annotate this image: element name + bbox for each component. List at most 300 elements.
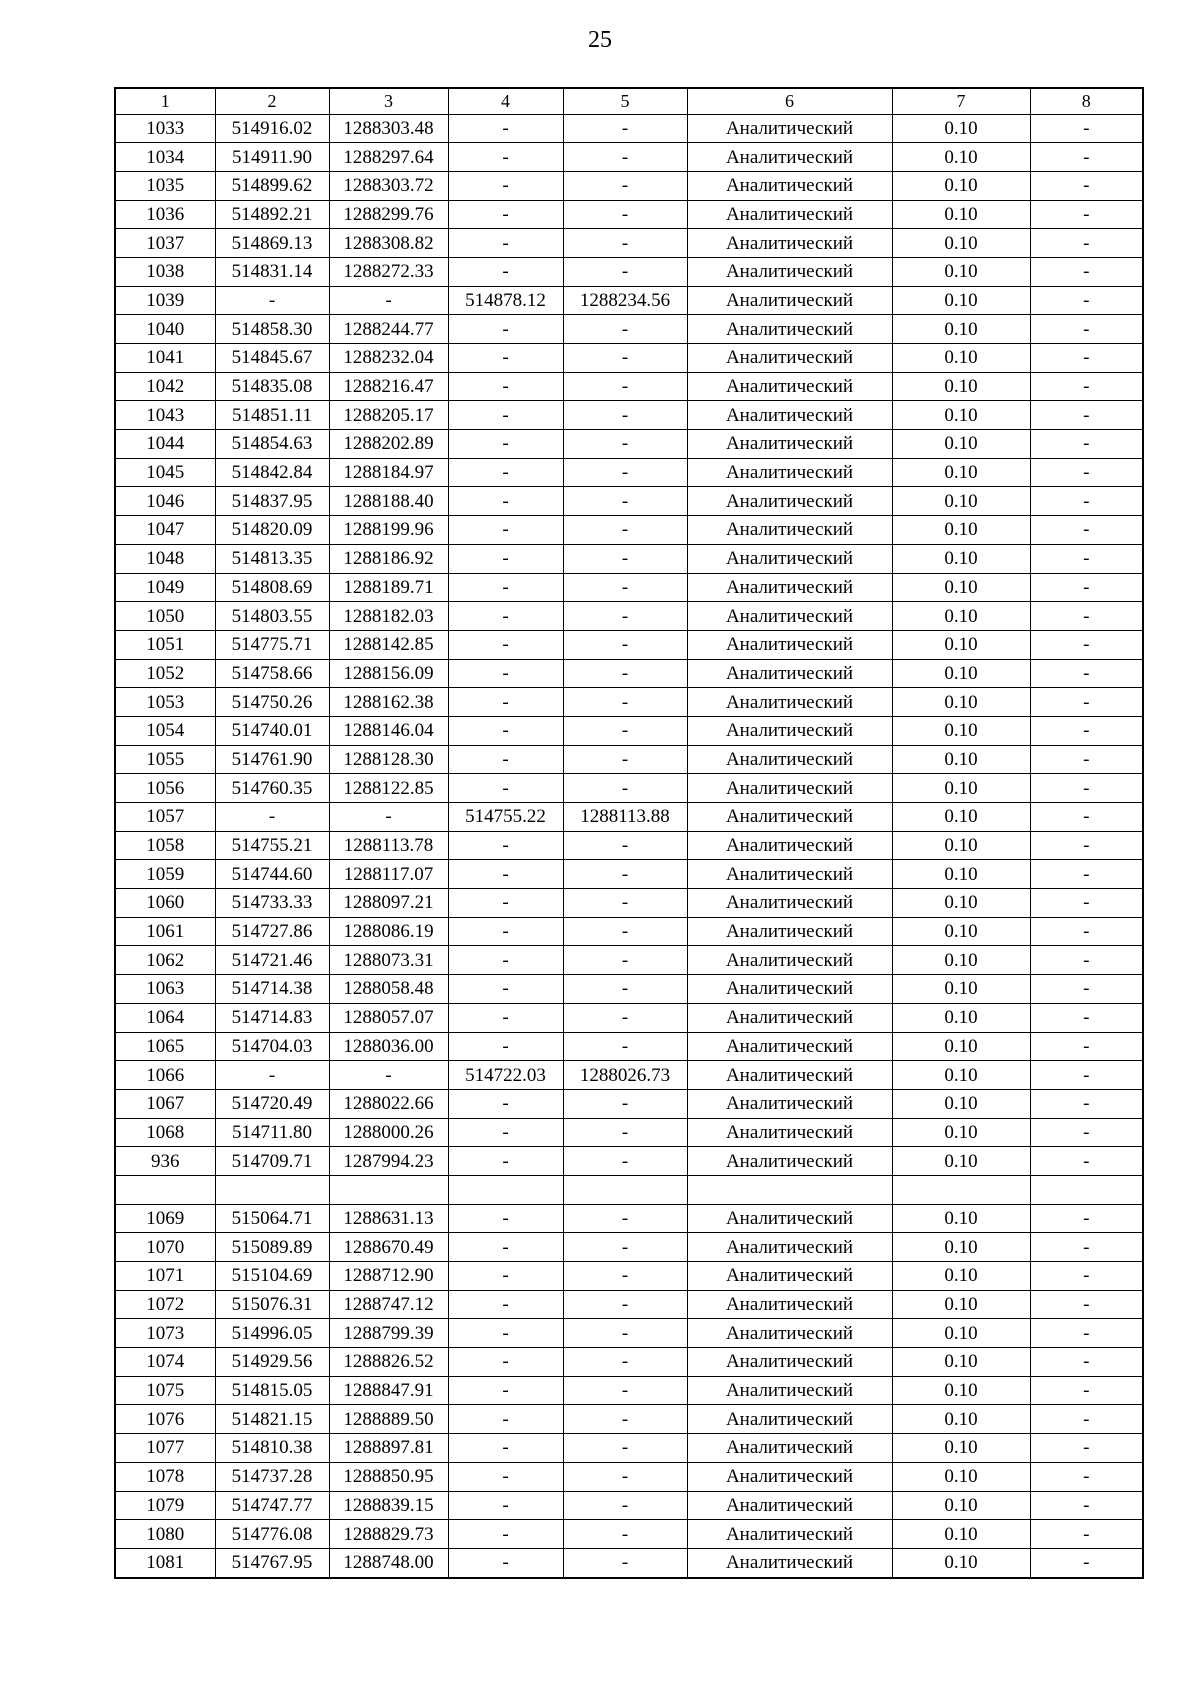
column-header: 7 [892, 88, 1030, 114]
table-cell: - [1030, 458, 1143, 487]
table-cell: - [563, 257, 687, 286]
table-cell: Аналитический [687, 315, 892, 344]
table-cell: - [563, 688, 687, 717]
table-row [115, 430, 1143, 459]
table-cell: 1288272.33 [329, 257, 448, 286]
table-row [115, 659, 1143, 688]
table-row [115, 1348, 1143, 1377]
table-row [115, 1434, 1143, 1463]
table-row [115, 344, 1143, 373]
table-cell: 514709.71 [215, 1147, 329, 1176]
table-cell: 0.10 [892, 315, 1030, 344]
table-row [115, 1262, 1143, 1291]
table-cell: - [448, 630, 563, 659]
table-cell: 0.10 [892, 1548, 1030, 1577]
table-row [115, 1003, 1143, 1032]
table-cell: 1288826.52 [329, 1348, 448, 1377]
table-cell: 1288889.50 [329, 1405, 448, 1434]
table-cell: - [1030, 1520, 1143, 1549]
table-cell: 1066 [115, 1061, 215, 1090]
table-cell: 1288244.77 [329, 315, 448, 344]
table-cell: 1288829.73 [329, 1520, 448, 1549]
table-cell: 0.10 [892, 114, 1030, 143]
table-cell: Аналитический [687, 1491, 892, 1520]
table-cell: - [1030, 430, 1143, 459]
table-cell: 514714.83 [215, 1003, 329, 1032]
table-cell: - [1030, 917, 1143, 946]
table-cell: - [1030, 544, 1143, 573]
table-cell: 1070 [115, 1233, 215, 1262]
table-cell: Аналитический [687, 1520, 892, 1549]
table-cell: - [1030, 1290, 1143, 1319]
table-cell: 514755.21 [215, 831, 329, 860]
table-body [115, 114, 1143, 1578]
table-cell: 1038 [115, 257, 215, 286]
table-cell: Аналитический [687, 1348, 892, 1377]
table-cell: - [563, 946, 687, 975]
column-header: 3 [329, 88, 448, 114]
table-cell: 1042 [115, 372, 215, 401]
table-cell: Аналитический [687, 143, 892, 172]
table-cell: - [1030, 1118, 1143, 1147]
table-row [115, 831, 1143, 860]
table-cell: - [563, 1348, 687, 1377]
table-cell: - [1030, 372, 1143, 401]
table-cell: 1044 [115, 430, 215, 459]
table-row [115, 1147, 1143, 1176]
table-cell: 514808.69 [215, 573, 329, 602]
table-row [115, 1233, 1143, 1262]
table-cell: - [1030, 114, 1143, 143]
table-cell: 1288847.91 [329, 1376, 448, 1405]
table-cell [687, 1175, 892, 1204]
table-cell: Аналитический [687, 1434, 892, 1463]
table-cell: 0.10 [892, 1233, 1030, 1262]
column-header: 8 [1030, 88, 1143, 114]
table-cell: - [563, 1204, 687, 1233]
table-cell: 0.10 [892, 1147, 1030, 1176]
table-cell: - [1030, 573, 1143, 602]
table-cell: 514803.55 [215, 602, 329, 631]
table-cell: 515104.69 [215, 1262, 329, 1291]
table-cell: 1034 [115, 143, 215, 172]
table-cell: - [563, 487, 687, 516]
table-cell: Аналитический [687, 1204, 892, 1233]
table-cell: - [1030, 1032, 1143, 1061]
table-cell: 0.10 [892, 602, 1030, 631]
table-cell: - [563, 716, 687, 745]
table-cell: - [563, 344, 687, 373]
table-cell: - [1030, 1548, 1143, 1577]
table-cell: 1054 [115, 716, 215, 745]
table-cell: 0.10 [892, 1491, 1030, 1520]
table-row [115, 1520, 1143, 1549]
table-cell: - [329, 286, 448, 315]
table-row [115, 401, 1143, 430]
table-cell: 0.10 [892, 1520, 1030, 1549]
column-header: 6 [687, 88, 892, 114]
table-cell: 1061 [115, 917, 215, 946]
table-cell: - [215, 803, 329, 832]
table-cell: - [1030, 315, 1143, 344]
table-cell: 0.10 [892, 1061, 1030, 1090]
table-cell: 1060 [115, 889, 215, 918]
column-header: 1 [115, 88, 215, 114]
table-cell: 0.10 [892, 975, 1030, 1004]
table-cell: Аналитический [687, 516, 892, 545]
table-cell: - [1030, 344, 1143, 373]
table-cell: 1055 [115, 745, 215, 774]
table-cell: - [1030, 1003, 1143, 1032]
table-cell: - [448, 745, 563, 774]
table-cell: - [448, 716, 563, 745]
table-cell: - [448, 1491, 563, 1520]
table-cell: - [448, 573, 563, 602]
table-cell: - [563, 1405, 687, 1434]
table-cell: 1047 [115, 516, 215, 545]
table-cell: 514858.30 [215, 315, 329, 344]
table-cell: 514878.12 [448, 286, 563, 315]
table-cell: 1288748.00 [329, 1548, 448, 1577]
table-cell: - [563, 171, 687, 200]
table-cell: 936 [115, 1147, 215, 1176]
table-cell: - [563, 831, 687, 860]
table-cell: 515089.89 [215, 1233, 329, 1262]
table-cell: - [448, 1204, 563, 1233]
table-cell: Аналитический [687, 1548, 892, 1577]
table-cell: 0.10 [892, 1434, 1030, 1463]
table-cell: 0.10 [892, 1118, 1030, 1147]
table-cell: 514758.66 [215, 659, 329, 688]
table-cell: 1288057.07 [329, 1003, 448, 1032]
table-cell: Аналитический [687, 1319, 892, 1348]
table-cell: - [448, 889, 563, 918]
table-cell: 514737.28 [215, 1462, 329, 1491]
table-cell: 1288182.03 [329, 602, 448, 631]
table-cell: Аналитический [687, 1061, 892, 1090]
table-cell: Аналитический [687, 1290, 892, 1319]
table-cell: 1288000.26 [329, 1118, 448, 1147]
table-cell: - [448, 774, 563, 803]
table-cell: - [448, 344, 563, 373]
table-cell: - [1030, 1376, 1143, 1405]
table-cell: 1288186.92 [329, 544, 448, 573]
table-cell: 1288184.97 [329, 458, 448, 487]
table-row [115, 803, 1143, 832]
table-cell: - [1030, 1319, 1143, 1348]
table-row [115, 688, 1143, 717]
table-cell: 1288216.47 [329, 372, 448, 401]
table-cell: 514845.67 [215, 344, 329, 373]
table-cell: 0.10 [892, 716, 1030, 745]
table-cell: - [448, 544, 563, 573]
table-cell: 514776.08 [215, 1520, 329, 1549]
table-row [115, 917, 1143, 946]
table-header-row [115, 88, 1143, 114]
table-cell: 0.10 [892, 1089, 1030, 1118]
table-cell: Аналитический [687, 745, 892, 774]
table-cell: 0.10 [892, 143, 1030, 172]
table-row [115, 1204, 1143, 1233]
table-cell: - [563, 315, 687, 344]
table-cell: Аналитический [687, 257, 892, 286]
table-cell: 514722.03 [448, 1061, 563, 1090]
table-cell: 1288189.71 [329, 573, 448, 602]
table-cell: 514916.02 [215, 114, 329, 143]
table-cell: 514854.63 [215, 430, 329, 459]
table-cell: 514733.33 [215, 889, 329, 918]
table-cell: 514721.46 [215, 946, 329, 975]
table-cell: - [563, 975, 687, 1004]
table-cell: - [563, 774, 687, 803]
table-cell: 0.10 [892, 372, 1030, 401]
table-cell: 1288297.64 [329, 143, 448, 172]
table-cell [215, 1175, 329, 1204]
table-cell: 1288162.38 [329, 688, 448, 717]
table-cell: 1288308.82 [329, 229, 448, 258]
table-cell: - [1030, 1491, 1143, 1520]
table-cell: - [448, 1348, 563, 1377]
table-cell: 0.10 [892, 573, 1030, 602]
table-cell: 1288117.07 [329, 860, 448, 889]
table-cell: - [563, 1290, 687, 1319]
table-cell: 1065 [115, 1032, 215, 1061]
table-cell: 1074 [115, 1348, 215, 1377]
table-cell [115, 1175, 215, 1204]
table-cell: Аналитический [687, 430, 892, 459]
table-cell: 1058 [115, 831, 215, 860]
table-cell: - [1030, 774, 1143, 803]
table-cell: 1071 [115, 1262, 215, 1291]
table-cell: Аналитический [687, 831, 892, 860]
table-cell: 1288799.39 [329, 1319, 448, 1348]
table-row [115, 372, 1143, 401]
table-cell: 1288142.85 [329, 630, 448, 659]
table-cell: 1288631.13 [329, 1204, 448, 1233]
table-cell: - [448, 487, 563, 516]
table-row [115, 1462, 1143, 1491]
table-cell: 0.10 [892, 946, 1030, 975]
table-cell: 0.10 [892, 1348, 1030, 1377]
table-cell [448, 1175, 563, 1204]
table-cell: 0.10 [892, 1262, 1030, 1291]
table-cell: - [1030, 716, 1143, 745]
table-cell [329, 1175, 448, 1204]
table-cell: - [563, 1147, 687, 1176]
table-cell: - [563, 1548, 687, 1577]
table-cell: Аналитический [687, 229, 892, 258]
table-cell: 514813.35 [215, 544, 329, 573]
table-cell: 0.10 [892, 171, 1030, 200]
table-row [115, 1032, 1143, 1061]
table-cell [892, 1175, 1030, 1204]
table-cell: 0.10 [892, 516, 1030, 545]
table-cell: - [563, 458, 687, 487]
table-cell: - [448, 1319, 563, 1348]
table-cell: Аналитический [687, 1003, 892, 1032]
table-cell: - [448, 458, 563, 487]
table-cell: 1078 [115, 1462, 215, 1491]
table-cell: - [1030, 630, 1143, 659]
table-row [115, 1290, 1143, 1319]
table-cell: - [448, 401, 563, 430]
table-cell: Аналитический [687, 1376, 892, 1405]
table-cell: Аналитический [687, 401, 892, 430]
table-row [115, 975, 1143, 1004]
table-cell: 1288712.90 [329, 1262, 448, 1291]
table-cell: - [563, 544, 687, 573]
table-row [115, 544, 1143, 573]
table-cell: 1056 [115, 774, 215, 803]
table-row [115, 716, 1143, 745]
table-cell: Аналитический [687, 889, 892, 918]
table-cell: 514869.13 [215, 229, 329, 258]
table-cell: 1050 [115, 602, 215, 631]
table-cell: 0.10 [892, 831, 1030, 860]
table-cell: - [563, 1376, 687, 1405]
table-cell: - [563, 200, 687, 229]
table-cell [563, 1175, 687, 1204]
table-cell: Аналитический [687, 716, 892, 745]
table-cell: 1043 [115, 401, 215, 430]
table-cell: 1288036.00 [329, 1032, 448, 1061]
table-cell: - [563, 745, 687, 774]
table-cell: Аналитический [687, 372, 892, 401]
table-cell: 0.10 [892, 630, 1030, 659]
table-cell: 1288113.88 [563, 803, 687, 832]
table-cell: 514720.49 [215, 1089, 329, 1118]
table-cell: - [563, 602, 687, 631]
table-cell: 0.10 [892, 257, 1030, 286]
table-cell: - [563, 1032, 687, 1061]
table-cell: Аналитический [687, 487, 892, 516]
table-row [115, 1118, 1143, 1147]
table-cell: - [563, 1520, 687, 1549]
table-cell: Аналитический [687, 1118, 892, 1147]
table-cell: - [1030, 946, 1143, 975]
table-cell: 1287994.23 [329, 1147, 448, 1176]
table-cell: 1288202.89 [329, 430, 448, 459]
table-row [115, 573, 1143, 602]
table-cell: Аналитический [687, 860, 892, 889]
table-cell: - [563, 917, 687, 946]
table-cell: - [448, 946, 563, 975]
table-cell: Аналитический [687, 774, 892, 803]
table-row [115, 745, 1143, 774]
table-row [115, 257, 1143, 286]
table-cell: 1063 [115, 975, 215, 1004]
table-cell: 1288299.76 [329, 200, 448, 229]
table-cell: 1067 [115, 1089, 215, 1118]
table-cell: - [1030, 1061, 1143, 1090]
table-cell: 514747.77 [215, 1491, 329, 1520]
table-cell: 1079 [115, 1491, 215, 1520]
table-cell: 514750.26 [215, 688, 329, 717]
table-cell: 0.10 [892, 688, 1030, 717]
table-cell: 1046 [115, 487, 215, 516]
table-cell: 514892.21 [215, 200, 329, 229]
table-cell: - [448, 1147, 563, 1176]
table-cell: 0.10 [892, 917, 1030, 946]
table-cell: 1288234.56 [563, 286, 687, 315]
table-cell: - [215, 1061, 329, 1090]
table-row [115, 1089, 1143, 1118]
table-cell: Аналитический [687, 917, 892, 946]
table-cell: 514740.01 [215, 716, 329, 745]
table-cell: 1288850.95 [329, 1462, 448, 1491]
table-cell: Аналитический [687, 1462, 892, 1491]
table-cell: 1073 [115, 1319, 215, 1348]
table-cell: - [448, 917, 563, 946]
table-row [115, 1491, 1143, 1520]
table-row [115, 171, 1143, 200]
table-cell: 514851.11 [215, 401, 329, 430]
table-cell: 514761.90 [215, 745, 329, 774]
table-cell: - [1030, 860, 1143, 889]
table-cell: - [448, 975, 563, 1004]
table-cell: 514820.09 [215, 516, 329, 545]
table-cell: Аналитический [687, 602, 892, 631]
table-cell: 1080 [115, 1520, 215, 1549]
table-cell: 1288839.15 [329, 1491, 448, 1520]
table-cell: - [448, 1262, 563, 1291]
table-cell: - [1030, 516, 1143, 545]
table-cell: 1057 [115, 803, 215, 832]
table-cell: - [448, 1376, 563, 1405]
table-cell: - [1030, 1405, 1143, 1434]
table-cell: - [563, 630, 687, 659]
table-cell: 1068 [115, 1118, 215, 1147]
table-cell: 1288670.49 [329, 1233, 448, 1262]
table-cell: - [329, 1061, 448, 1090]
table-cell: 515076.31 [215, 1290, 329, 1319]
table-row [115, 946, 1143, 975]
table-cell: 1077 [115, 1434, 215, 1463]
table-cell: 0.10 [892, 889, 1030, 918]
table-cell: - [448, 114, 563, 143]
table-row [115, 774, 1143, 803]
table-cell: 514775.71 [215, 630, 329, 659]
table-cell: Аналитический [687, 975, 892, 1004]
table-cell: 0.10 [892, 860, 1030, 889]
column-header: 4 [448, 88, 563, 114]
table-cell: - [1030, 1204, 1143, 1233]
table-cell: 1288022.66 [329, 1089, 448, 1118]
table-cell: Аналитический [687, 344, 892, 373]
table-cell: Аналитический [687, 688, 892, 717]
table-cell: - [448, 1434, 563, 1463]
table-cell: - [448, 831, 563, 860]
table-row [115, 1319, 1143, 1348]
table-cell: Аналитический [687, 659, 892, 688]
table-cell: - [1030, 975, 1143, 1004]
table-cell: 1288026.73 [563, 1061, 687, 1090]
table-cell: - [1030, 286, 1143, 315]
coordinates-table [114, 87, 1144, 1579]
table-cell: 0.10 [892, 1204, 1030, 1233]
table-cell: - [563, 114, 687, 143]
table-cell: 0.10 [892, 1376, 1030, 1405]
table-cell: - [563, 1262, 687, 1291]
table-cell: - [563, 659, 687, 688]
table-cell: 514821.15 [215, 1405, 329, 1434]
table-cell: - [563, 430, 687, 459]
table-cell: 1053 [115, 688, 215, 717]
table-row [115, 1376, 1143, 1405]
table-cell: - [329, 803, 448, 832]
table-cell: 1033 [115, 114, 215, 143]
table-cell: - [563, 229, 687, 258]
